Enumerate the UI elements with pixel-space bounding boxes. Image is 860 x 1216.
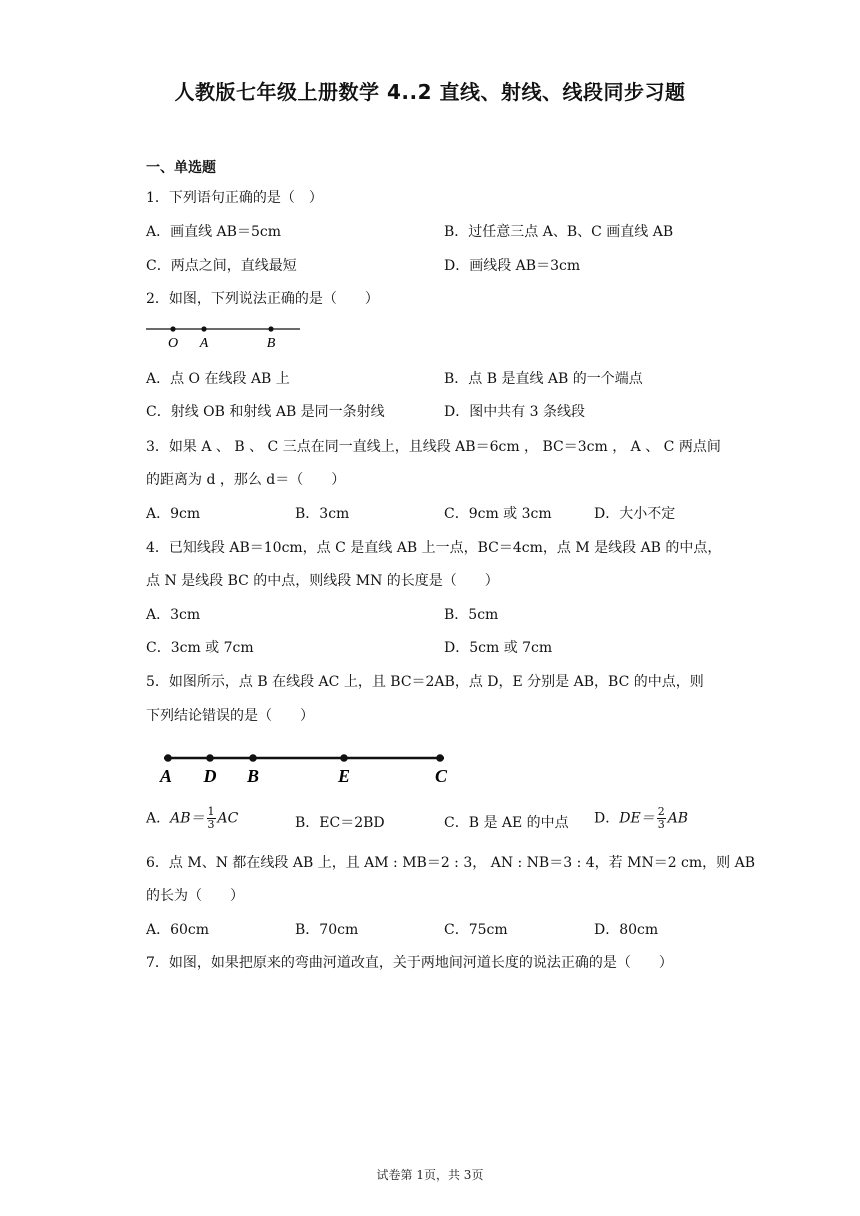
q5-stem-line2: 下列结论错误的是（ ） [146, 708, 314, 724]
section-heading: 一、单选题 [146, 160, 216, 176]
q2-label-a: A [199, 336, 209, 351]
q1-option-c: C．两点之间，直线最短 [146, 258, 297, 274]
q3-option-d: D．大小不定 [594, 506, 676, 522]
q5-label-a: A [159, 766, 173, 786]
q3-option-b: B．3cm [295, 506, 350, 522]
q2-option-d: D．图中共有 3 条线段 [444, 404, 586, 420]
q5-option-c: C．B 是 AE 的中点 [444, 815, 569, 831]
q2-option-b: B．点 B 是直线 AB 的一个端点 [444, 371, 643, 387]
q5-option-a-fraction [207, 806, 216, 831]
q6-stem-line1: 6．点 M、N 都在线段 AB 上，且 AM : MB＝2 : 3， AN : NB＝3 : 4，若 MN＝2 cm，则 AB [146, 855, 756, 871]
q2-point-b [268, 326, 273, 331]
q5-option-d-fraction [657, 806, 666, 831]
q5-point-b [249, 754, 257, 762]
q6-stem-line2: 的长为（ ） [146, 888, 244, 904]
q5-figure [150, 746, 460, 788]
q5-stem-line1: 5．如图所示，点 B 在线段 AC 上，且 BC＝2AB，点 D，E 分别是 AB，BC 的中点，则 [146, 674, 704, 690]
q1-option-b: B．过任意三点 A、B、C 画直线 AB [444, 224, 674, 240]
q3-stem-line2: 的距离为 d ，那么 d＝（ ） [146, 472, 346, 488]
q1-stem: 1．下列语句正确的是（ ） [146, 190, 323, 206]
q5-option-a-denominator: 3 [207, 818, 215, 831]
q5-option-a-lhs: AB＝ [170, 810, 205, 827]
q5-label-d: D [203, 766, 217, 786]
q3-option-c: C．9cm 或 3cm [444, 506, 552, 522]
q2-label-o: O [167, 336, 179, 351]
q4-option-a: A．3cm [146, 607, 201, 623]
q5-option-d [594, 806, 688, 831]
page-footer: 试卷第 1页，共 3页 [376, 1168, 484, 1182]
q5-option-d-prefix: D． [594, 810, 620, 827]
q2-label-b: B [266, 336, 276, 351]
q3-stem-line1: 3．如果 A 、 B 、 C 三点在同一直线上，且线段 AB＝6cm ， BC＝3cm ， A 、 C 两点间 [146, 439, 721, 455]
q6-option-b: B．70cm [295, 922, 359, 938]
q2-point-o [170, 326, 175, 331]
q5-label-e: E [337, 766, 351, 786]
q5-label-c: C [434, 766, 448, 786]
q2-point-a [201, 326, 206, 331]
q5-option-d-rhs: AB [667, 810, 689, 827]
q6-option-c: C．75cm [444, 922, 508, 938]
q2-option-a: A．点 O 在线段 AB 上 [146, 371, 290, 387]
q5-option-a-prefix: A． [146, 810, 171, 827]
q6-option-d: D．80cm [594, 922, 659, 938]
q5-option-a-numerator: 1 [207, 805, 215, 818]
q5-option-a-rhs: AC [217, 810, 239, 827]
q5-label-b: B [246, 766, 260, 786]
q5-point-e [340, 754, 348, 762]
q7-stem: 7．如图，如果把原来的弯曲河道改直，关于两地间河道长度的说法正确的是（ ） [146, 955, 673, 971]
q3-option-a: A．9cm [146, 506, 201, 522]
page-title: 人教版七年级上册数学 4..2 直线、射线、线段同步习题 [174, 80, 686, 104]
q5-option-d-lhs: DE＝ [619, 810, 655, 827]
q4-stem-line1: 4．已知线段 AB＝10cm，点 C 是直线 AB 上一点，BC＝4cm，点 M 是线段 AB 的中点， [146, 540, 722, 556]
q5-option-d-numerator: 2 [657, 805, 665, 818]
q4-option-c: C．3cm 或 7cm [146, 640, 254, 656]
q2-stem: 2．如图，下列说法正确的是（ ） [146, 291, 379, 307]
q4-option-d: D．5cm 或 7cm [444, 640, 553, 656]
q2-figure [140, 318, 310, 352]
q5-option-d-denominator: 3 [657, 818, 665, 831]
q5-point-c [436, 754, 444, 762]
q5-option-a [146, 806, 238, 831]
q6-option-a: A．60cm [146, 922, 210, 938]
q1-option-d: D．画线段 AB＝3cm [444, 258, 581, 274]
q1-option-a: A．画直线 AB＝5cm [146, 224, 281, 240]
q5-point-a [164, 754, 172, 762]
q2-option-c: C．射线 OB 和射线 AB 是同一条射线 [146, 404, 385, 420]
q4-option-b: B．5cm [444, 607, 499, 623]
q5-point-d [206, 754, 214, 762]
q4-stem-line2: 点 N 是线段 BC 的中点，则线段 MN 的长度是（ ） [146, 573, 499, 589]
q5-option-b: B．EC＝2BD [295, 815, 385, 831]
